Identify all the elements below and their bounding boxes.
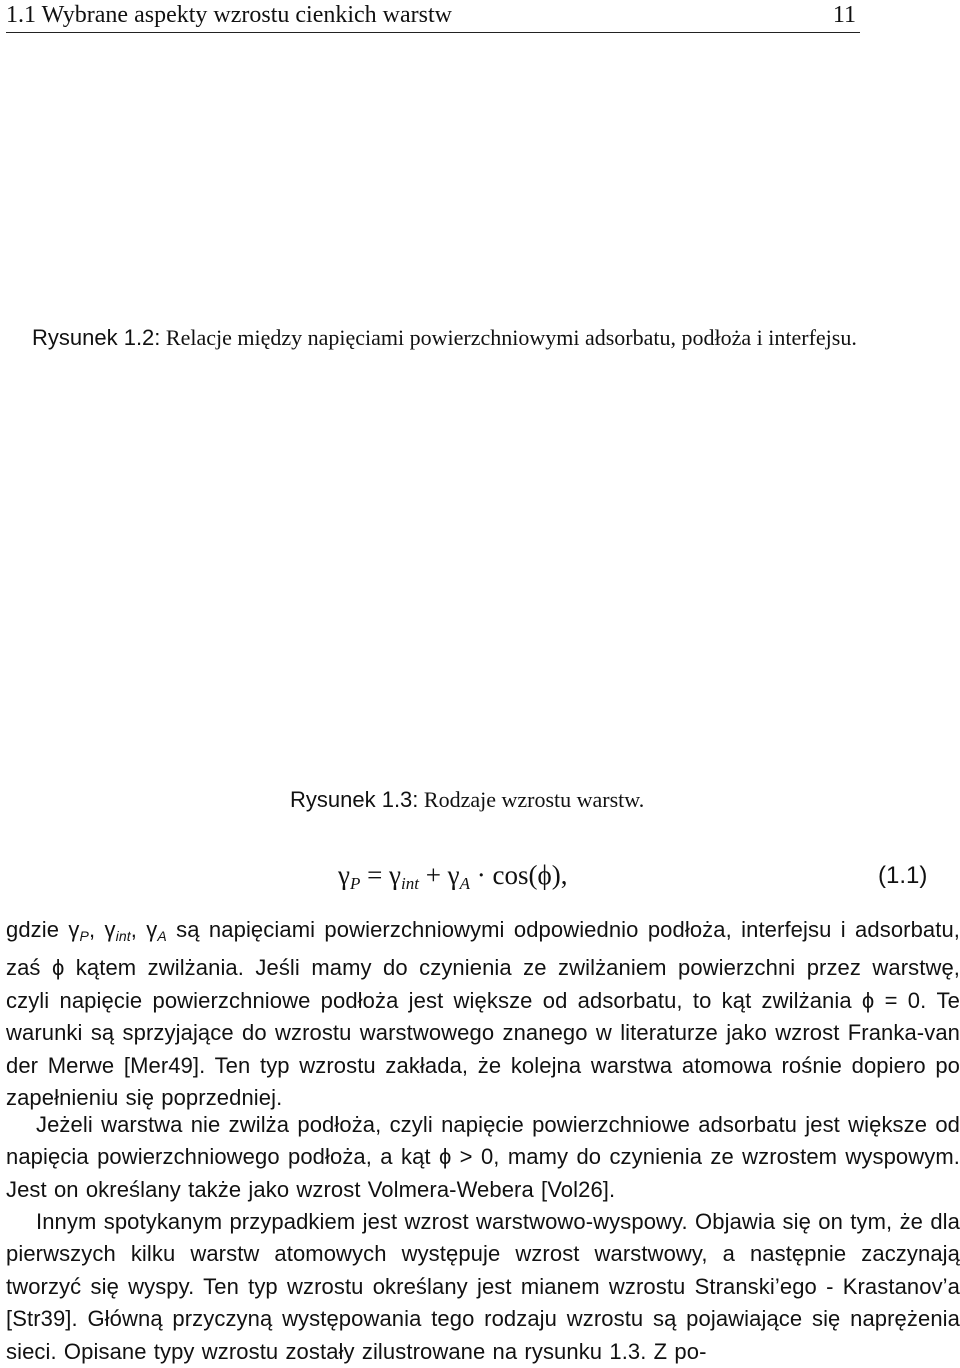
subscript: A [157, 928, 167, 944]
equation-number: (1.1) [878, 862, 928, 889]
running-header [6, 2, 860, 33]
equation-formula: $\gamma_P = \gamma_{int} + \gamma_A \cdot \cos(\phi)$, [338, 860, 568, 893]
equation-1-1 [0, 856, 960, 896]
figure-caption-text: Relacje między napięciami powierzchniowymi adsorbatu, podłoża i interfejsu. [165, 325, 857, 350]
subscript: int [115, 928, 131, 944]
paragraph: Jeżeli warstwa nie zwilża podłoża, czyli napięcie powierzchniowe adsorbatu jest większe od napięcia powierzchniowego podłoża, a kąt ϕ > 0, mamy do czynienia ze wzrostem wyspowym. Jest on określany także jako wzrost Volmera-Webera [Vol26]. [6, 1112, 960, 1202]
page-number: 11 [832, 2, 856, 28]
subscript: P [79, 928, 89, 944]
figure-caption-1-2 [32, 325, 857, 351]
text-run: są napięciami powierzchniowymi odpowiednio podłoża, interfejsu i adsorbatu, zaś ϕ kątem zwilżania. Jeśli mamy do czynienia ze zwilżaniem powierzchni przez warstwę, czyli napięcie powierzchniowe podłoża jest większe od adsorbatu, to kąt zwilżania ϕ = 0. Te warunki są sprzyjające do wzrostu warstwowego znanego w literaturze jako wzrost Franka-van der Merwe [Mer49]. Ten typ wzrostu zakłada, że kolejna warstwa atomowa rośnie dopiero po zapełnieniu się poprzedniej. [6, 917, 960, 1111]
text-run: , γ [130, 917, 158, 942]
figure-caption-1-3 [290, 787, 644, 813]
figure-label: Rysunek 1.2: [32, 325, 161, 350]
paragraph: Innym spotykanym przypadkiem jest wzrost warstwowo-wyspowy. Objawia się on tym, że dla pierwszych kilku warstw atomowych występuje wzrost warstwowy, a następnie zaczynają tworzyć się wyspy. Ten typ wzrostu określany jest mianem wzrostu Stranski’ego - Krastanov’a [Str39]. Główną przyczyną występowania tego rodzaju wzrostu są pojawiające się naprężenia sieci. Opisane typy wzrostu zostały zilustrowane na rysunku 1.3. Z po- [6, 1209, 960, 1364]
paragraph [6, 914, 960, 1114]
section-title: 1.1 Wybrane aspekty wzrostu cienkich warstw [6, 2, 452, 28]
text-run: gdzie γ [6, 917, 80, 942]
text-run: , γ [88, 917, 116, 942]
figure-label: Rysunek 1.3: [290, 787, 419, 812]
figure-caption-text: Rodzaje wzrostu warstw. [423, 787, 645, 812]
